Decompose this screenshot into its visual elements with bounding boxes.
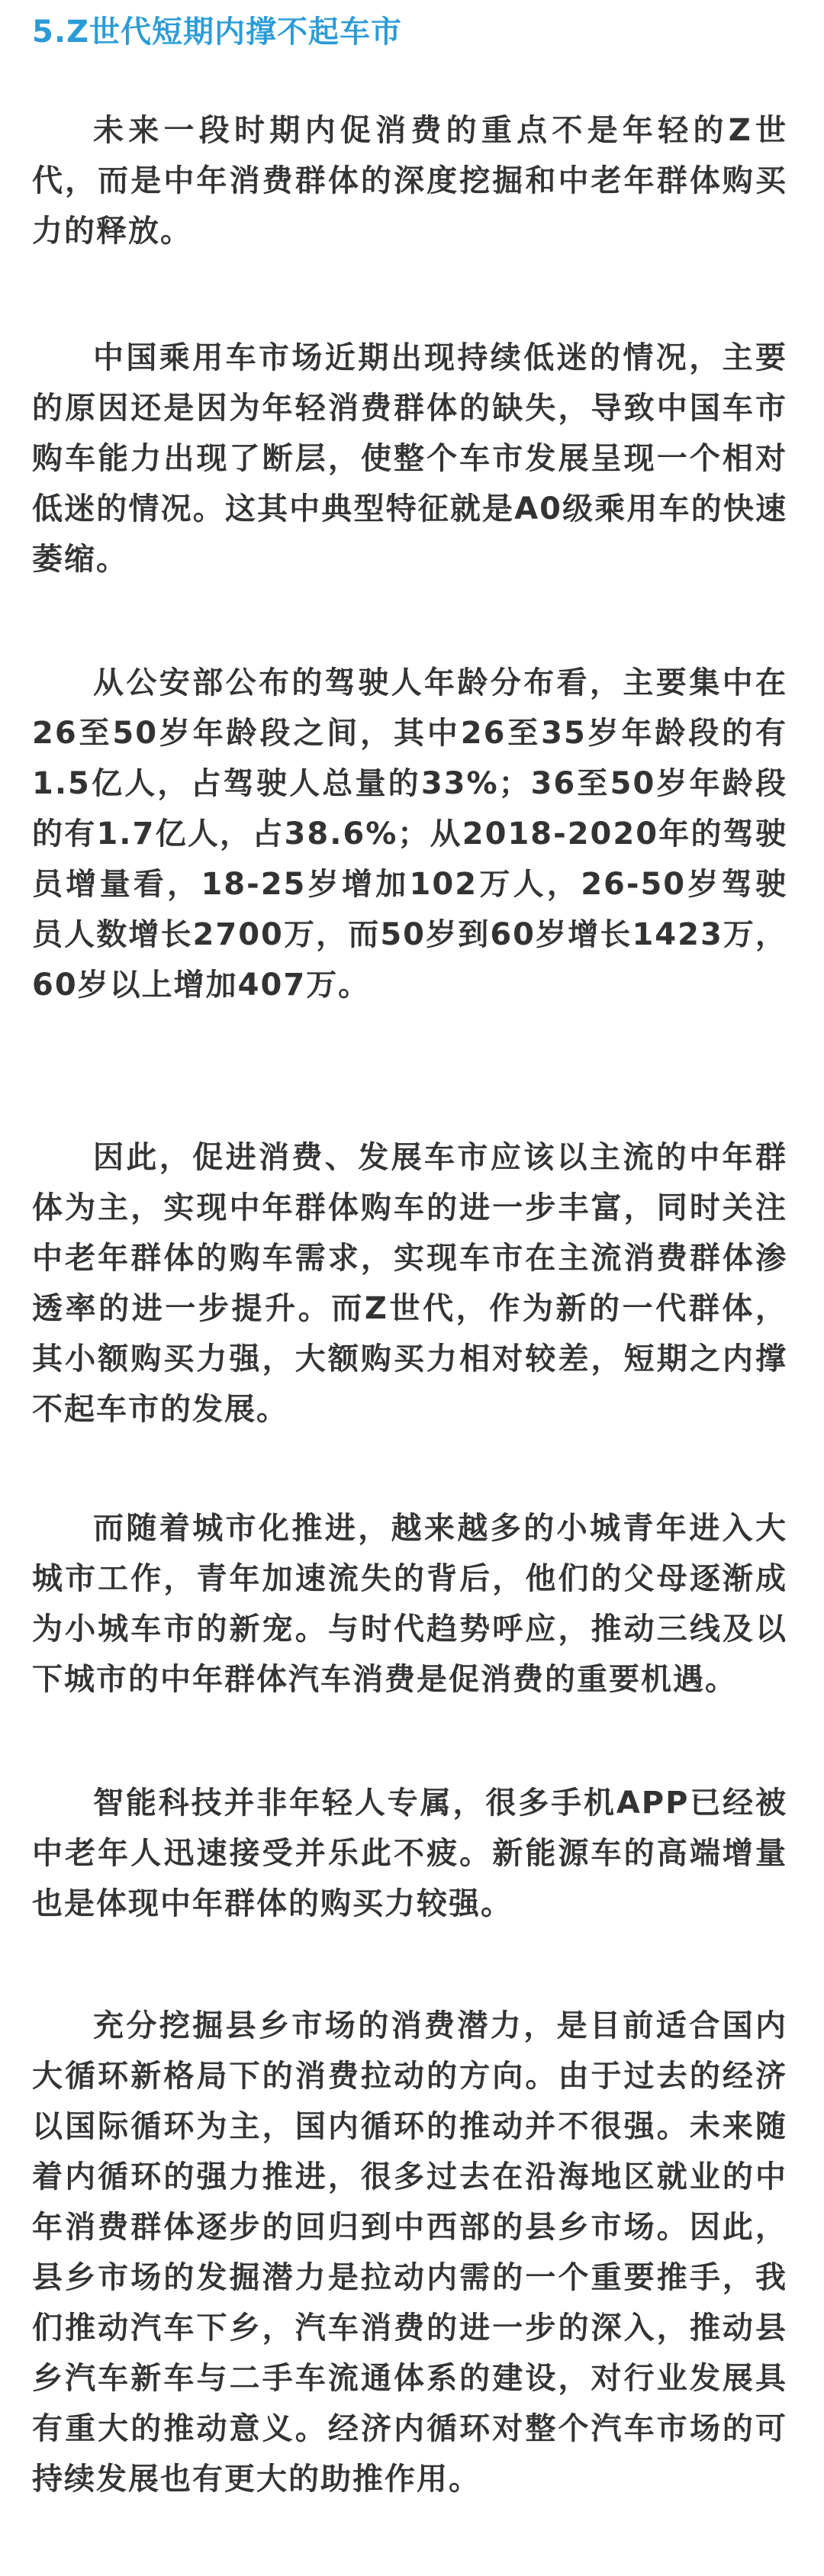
paragraph-3: 从公安部公布的驾驶人年龄分布看，主要集中在26至50岁年龄段之间，其中26至35岁年龄段的有1.5亿人，占驾驶人总量的33%；36至50岁年龄段的有1.7亿人，占38.6%；从2018-2020年的驾驶员增量看，18-25岁增加102万人，26-50岁驾驶员人数增长2700万，而50岁到60岁增长1423万，60岁以上增加407万。 (32, 665, 787, 1003)
paragraph-6: 智能科技并非年轻人专属，很多手机APP已经被中老年人迅速接受并乐此不疲。新能源车的高端增量也是体现中年群体的购买力较强。 (32, 1785, 787, 1921)
paragraph-5: 而随着城市化推进，越来越多的小城青年进入大城市工作，青年加速流失的背后，他们的父母逐渐成为小城车市的新宠。与时代趋势呼应，推动三线及以下城市的中年群体汽车消费是促消费的重要机遇。 (32, 1511, 787, 1697)
section-title: 5.Z世代短期内撑不起车市 (32, 14, 403, 50)
paragraph-1: 未来一段时期内促消费的重点不是年轻的Z世代，而是中年消费群体的深度挖掘和中老年群体购买力的释放。 (32, 113, 787, 249)
paragraph-4: 因此，促进消费、发展车市应该以主流的中年群体为主，实现中年群体购车的进一步丰富，同时关注中老年群体的购车需求，实现车市在主流消费群体渗透率的进一步提升。而Z世代，作为新的一代群体，其小额购买力强，大额购买力相对较差，短期之内撑不起车市的发展。 (32, 1140, 787, 1427)
paragraph-2: 中国乘用车市场近期出现持续低迷的情况，主要的原因还是因为年轻消费群体的缺失，导致中国车市购车能力出现了断层，使整个车市发展呈现一个相对低迷的情况。这其中典型特征就是A0级乘用车的快速萎缩。 (32, 340, 787, 577)
paragraph-7: 充分挖掘县乡市场的消费潜力，是目前适合国内大循环新格局下的消费拉动的方向。由于过去的经济以国际循环为主，国内循环的推动并不很强。未来随着内循环的强力推进，很多过去在沿海地区就业的中年消费群体逐步的回归到中西部的县乡市场。因此，县乡市场的发掘潜力是拉动内需的一个重要推手，我们推动汽车下乡，汽车消费的进一步的深入，推动县乡汽车新车与二手车流通体系的建设，对行业发展具有重大的推动意义。经济内循环对整个汽车市场的可持续发展也有更大的助推作用。 (32, 2008, 787, 2497)
